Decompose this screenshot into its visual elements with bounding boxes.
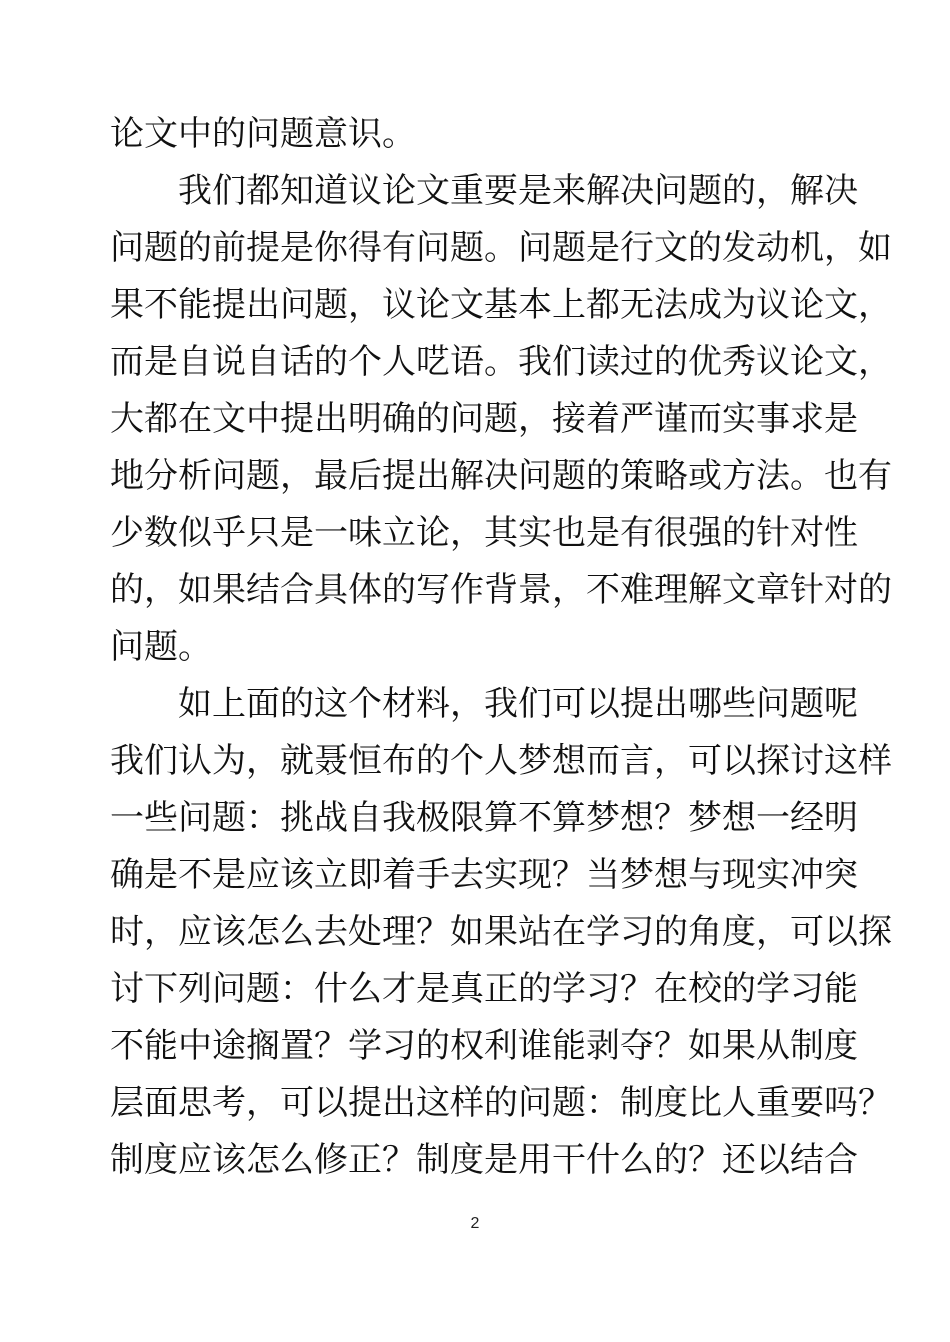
text-line: 的，如果结合具体的写作背景，不难理解文章针对的 xyxy=(110,570,892,610)
text-line: 而是自说自话的个人呓语。我们读过的优秀议论文， xyxy=(110,342,892,382)
text-line: 我们都知道议论文重要是来解决问题的，解决 xyxy=(178,171,858,211)
text-line: 大都在文中提出明确的问题，接着严谨而实事求是 xyxy=(110,399,858,439)
text-line: 论文中的问题意识。 xyxy=(110,114,416,154)
text-line: 问题。 xyxy=(110,627,212,667)
text-line: 如上面的这个材料，我们可以提出哪些问题呢 xyxy=(178,684,858,724)
page-number: 2 xyxy=(470,1215,480,1232)
text-line: 少数似乎只是一味立论，其实也是有很强的针对性 xyxy=(110,513,858,553)
text-line: 层面思考，可以提出这样的问题：制度比人重要吗？ xyxy=(110,1083,892,1123)
text-line: 地分析问题，最后提出解决问题的策略或方法。也有 xyxy=(110,456,892,496)
text-line: 一些问题：挑战自我极限算不算梦想？梦想一经明 xyxy=(110,798,858,838)
text-line: 制度应该怎么修正？制度是用干什么的？还以结合 xyxy=(110,1140,858,1180)
text-line: 果不能提出问题，议论文基本上都无法成为议论文， xyxy=(110,285,892,325)
text-line: 我们认为，就聂恒布的个人梦想而言，可以探讨这样 xyxy=(110,741,892,781)
text-line: 讨下列问题：什么才是真正的学习？在校的学习能 xyxy=(110,969,858,1009)
text-line: 不能中途搁置？学习的权利谁能剥夺？如果从制度 xyxy=(110,1026,858,1066)
text-line: 问题的前提是你得有问题。问题是行文的发动机，如 xyxy=(110,228,892,268)
text-line: 确是不是应该立即着手去实现？当梦想与现实冲突 xyxy=(110,855,858,895)
text-line: 时，应该怎么去处理？如果站在学习的角度，可以探 xyxy=(110,912,892,952)
